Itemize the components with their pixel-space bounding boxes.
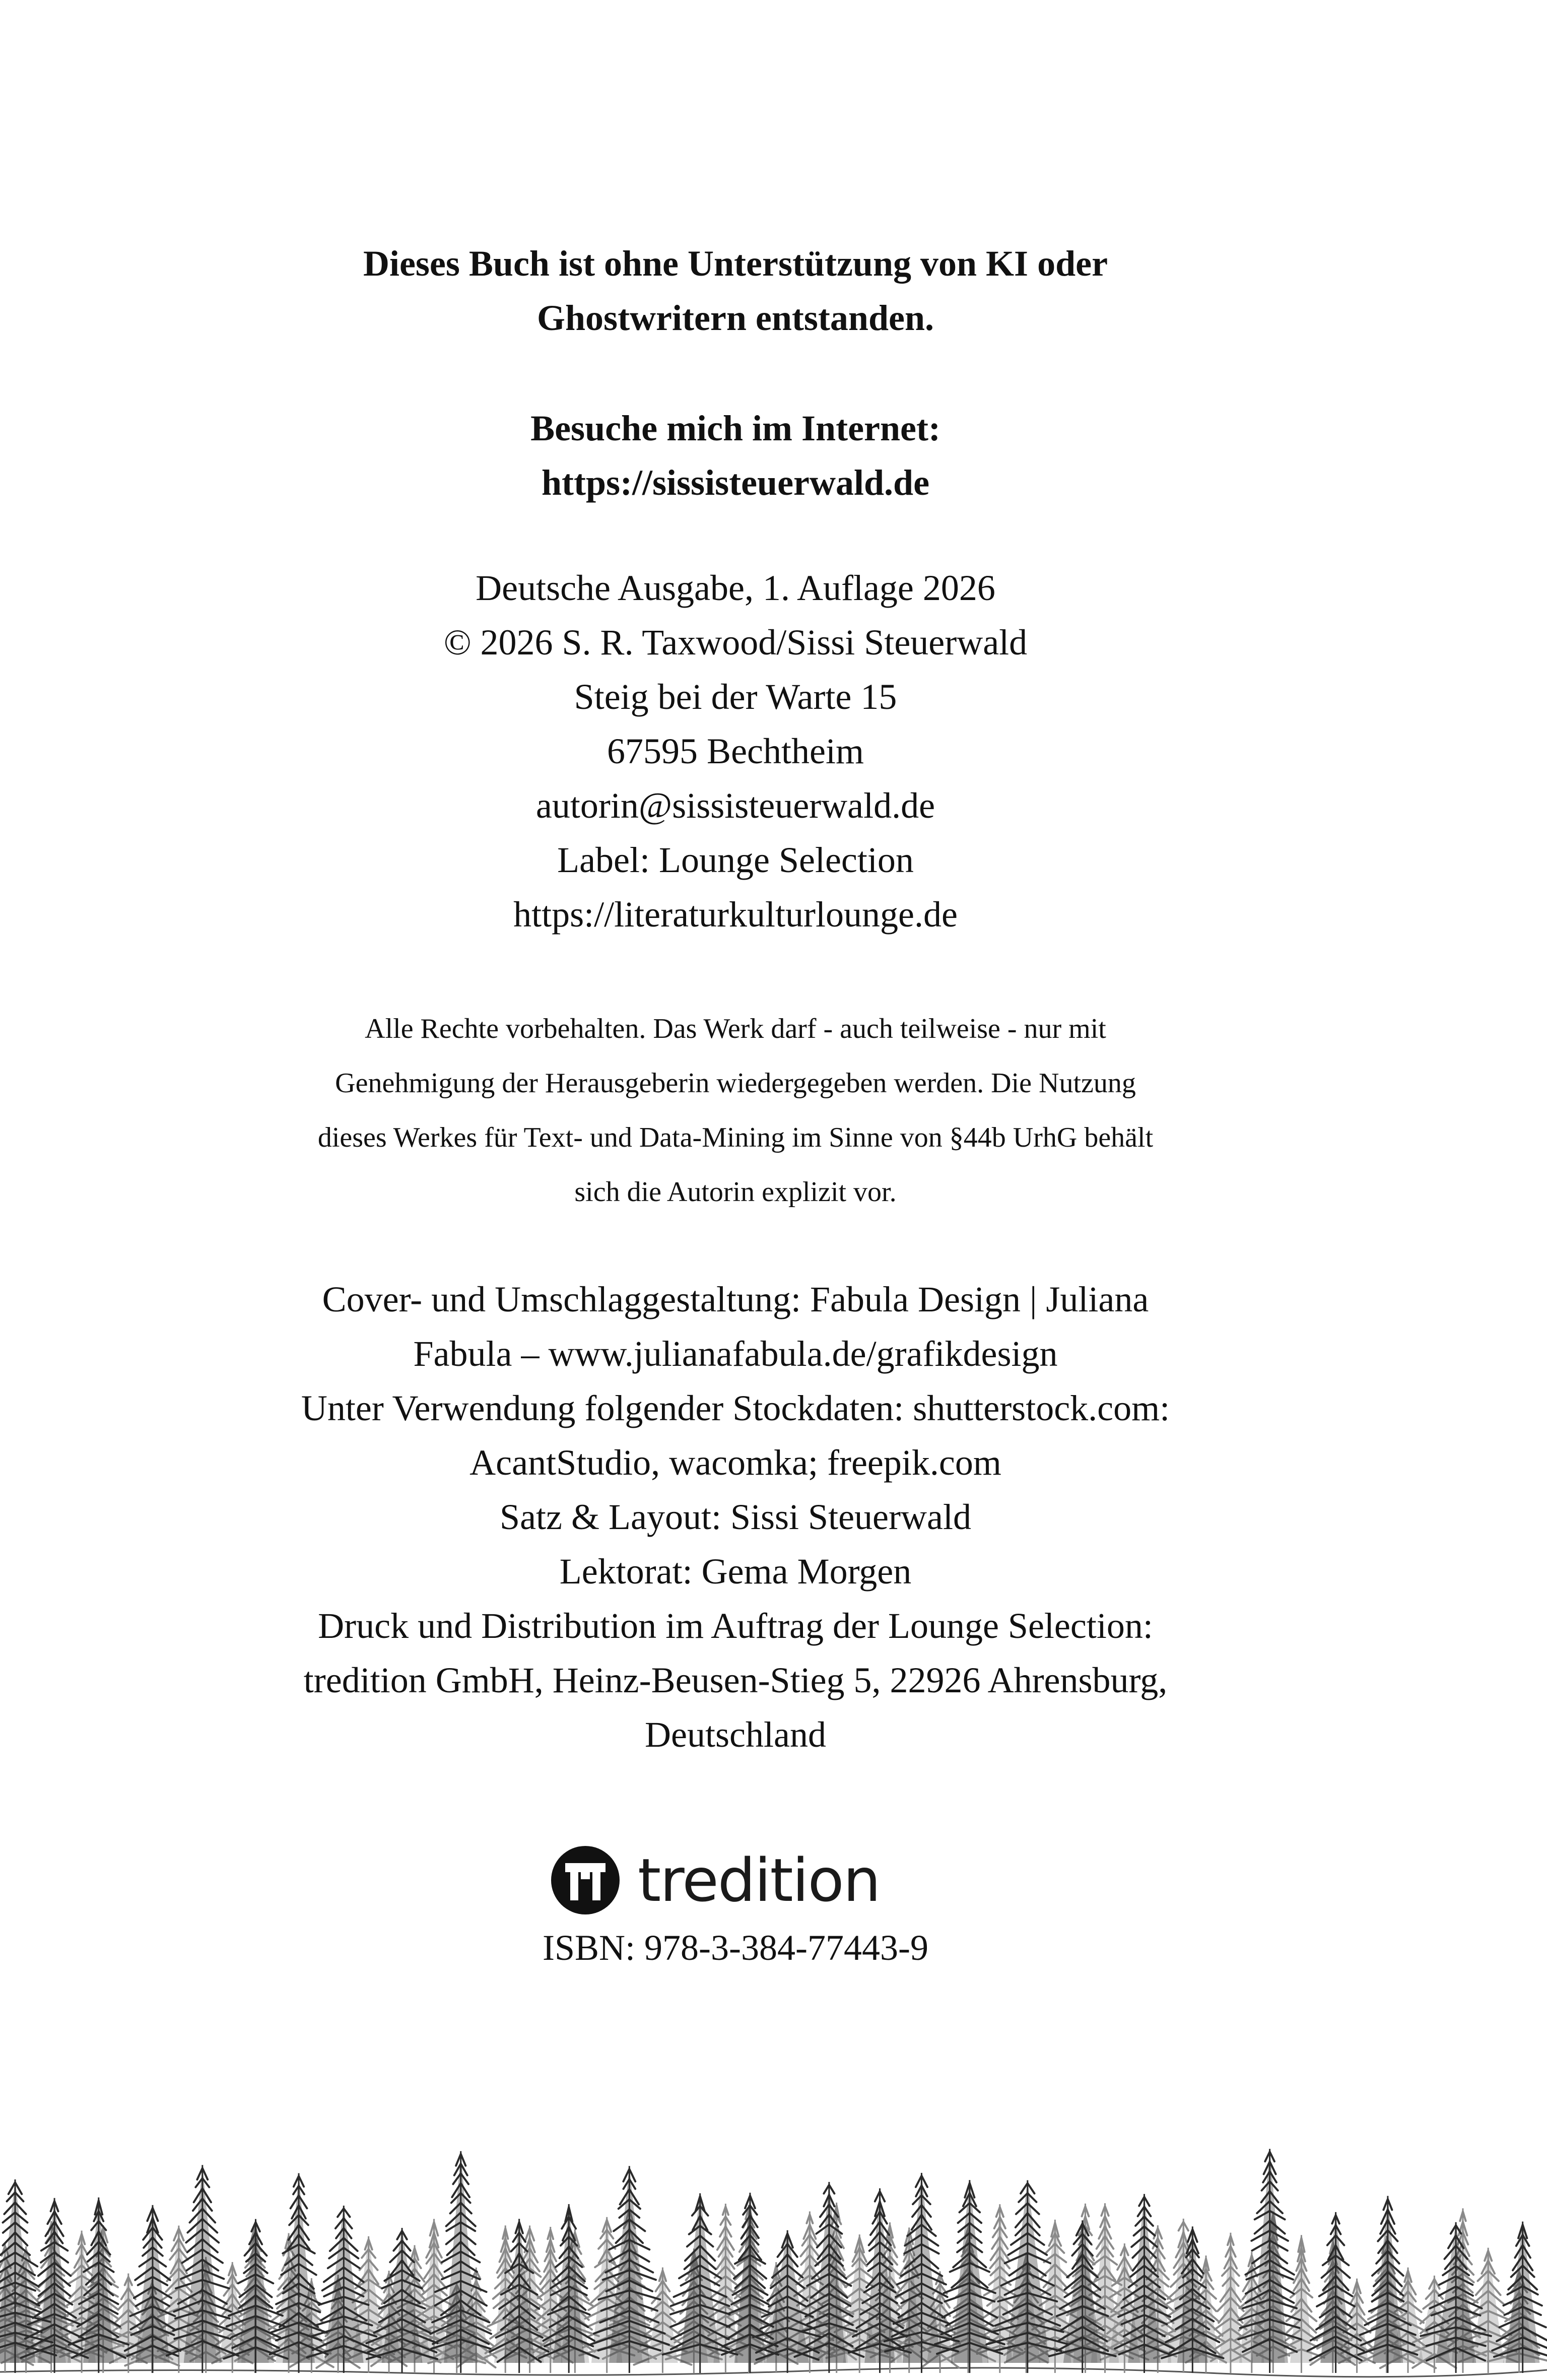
ai-notice-line-1: Dieses Buch ist ohne Unterstützung von KI oder bbox=[363, 243, 1108, 284]
rights-line-2: Genehmigung der Herausgeberin wiedergegeben werden. Die Nutzung bbox=[335, 1068, 1136, 1099]
credits-line-2: Fabula – www.julianafabula.de/grafikdesign bbox=[413, 1334, 1058, 1374]
credits-line-3: Unter Verwendung folgender Stockdaten: shutterstock.com: bbox=[301, 1388, 1170, 1428]
credits-line-6: Lektorat: Gema Morgen bbox=[559, 1551, 912, 1592]
label-url: https://literaturkulturlounge.de bbox=[513, 894, 958, 935]
tredition-logo-icon bbox=[550, 1845, 621, 1915]
email-line: autorin@sissisteuerwald.de bbox=[535, 785, 935, 826]
credits-line-8: tredition GmbH, Heinz-Beusen-Stieg 5, 22926 Ahrensburg, bbox=[303, 1660, 1168, 1700]
publisher-logo bbox=[550, 1845, 880, 1915]
rights-line-3: dieses Werkes für Text- und Data-Mining im Sinne von §44b UrhG behält bbox=[317, 1122, 1154, 1153]
credits-line-7: Druck und Distribution im Auftrag der Lounge Selection: bbox=[318, 1606, 1153, 1646]
ai-notice-line-2: Ghostwritern entstanden. bbox=[537, 298, 934, 338]
credits-line-1: Cover- und Umschlaggestaltung: Fabula Design | Juliana bbox=[322, 1279, 1149, 1319]
tredition-logo-text: tredition bbox=[638, 1845, 880, 1915]
credits-line-4: AcantStudio, wacomka; freepik.com bbox=[469, 1442, 1001, 1483]
rights-line-4: sich die Autorin explizit vor. bbox=[574, 1176, 897, 1208]
copyright-line: © 2026 S. R. Taxwood/Sissi Steuerwald bbox=[443, 622, 1028, 663]
rights-line-1: Alle Rechte vorbehalten. Das Werk darf - auch teilweise - nur mit bbox=[365, 1013, 1106, 1044]
credits-line-9: Deutschland bbox=[645, 1714, 826, 1755]
website-url: https://sissisteuerwald.de bbox=[541, 462, 930, 503]
address-street: Steig bei der Warte 15 bbox=[574, 677, 897, 717]
address-city: 67595 Bechtheim bbox=[607, 731, 864, 771]
label-line: Label: Lounge Selection bbox=[557, 840, 914, 880]
website-heading: Besuche mich im Internet: bbox=[530, 408, 940, 448]
pine-forest-illustration bbox=[0, 2071, 1547, 2380]
credits-line-5: Satz & Layout: Sissi Steuerwald bbox=[500, 1497, 971, 1537]
isbn: ISBN: 978-3-384-77443-9 bbox=[543, 1928, 928, 1968]
edition-line: Deutsche Ausgabe, 1. Auflage 2026 bbox=[476, 568, 995, 608]
